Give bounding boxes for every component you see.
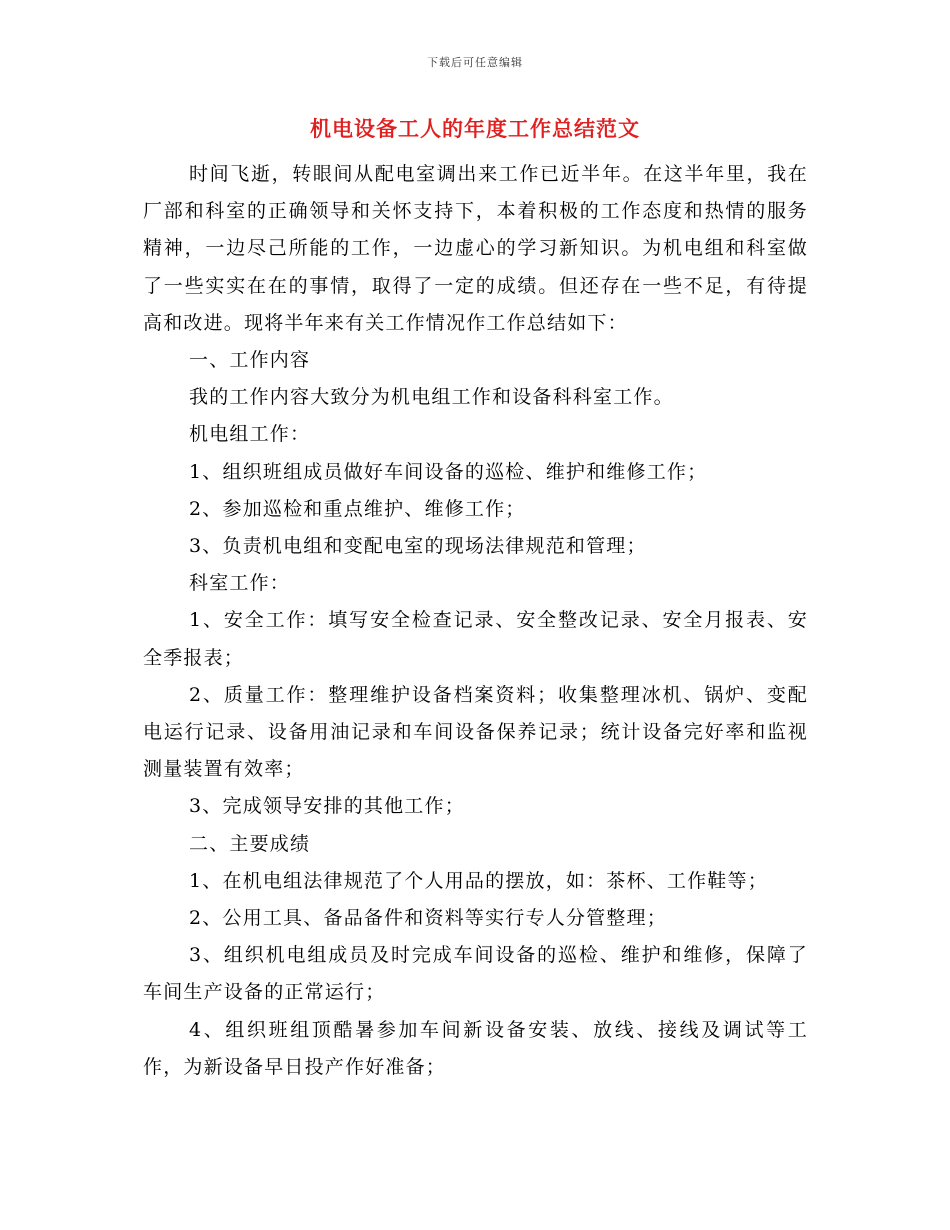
paragraph-work-summary: 我的工作内容大致分为机电组工作和设备科科室工作。	[189, 386, 674, 409]
list-item: 4、组织班组顶酷暑参加车间新设备安装、放线、接线及调试等工作，为新设备早日投产作好准备；	[143, 1018, 808, 1078]
list-item: 2、参加巡检和重点维护、维修工作；	[189, 497, 526, 520]
list-item: 2、质量工作：整理维护设备档案资料；收集整理冰机、锅炉、变配电运行记录、设备用油记录和车间设备保养记录；统计设备完好率和监视测量装置有效率；	[143, 683, 808, 781]
document-title: 机电设备工人的年度工作总结范文	[310, 117, 640, 141]
list-item: 3、组织机电组成员及时完成车间设备的巡检、维护和维修，保障了车间生产设备的正常运行；	[143, 944, 808, 1004]
list-item: 1、组织班组成员做好车间设备的巡检、维护和维修工作；	[189, 460, 708, 483]
section-heading-achievements: 二、主要成绩	[189, 832, 311, 855]
paragraph-intro: 时间飞逝，转眼间从配电室调出来工作已近半年。在这半年里，我在厂部和科室的正确领导和关怀支持下，本着积极的工作态度和热情的服务精神，一边尽己所能的工作，一边虚心的学习新知识。为机电组和科室做了一些实实在在的事情，取得了一定的成绩。但还存在一些不足，有待提高和改进。现将半年来有关工作情况作工作总结如下：	[143, 163, 808, 334]
header-note: 下载后可任意编辑	[427, 56, 523, 69]
document-body	[143, 156, 808, 1086]
list-item: 2、公用工具、备品备件和资料等实行专人分管整理；	[189, 907, 667, 930]
subheading-mech-group: 机电组工作：	[189, 423, 311, 446]
list-item: 1、安全工作：填写安全检查记录、安全整改记录、安全月报表、安全季报表；	[143, 609, 808, 669]
list-item: 3、负责机电组和变配电室的现场法律规范和管理；	[189, 535, 647, 558]
list-item: 3、完成领导安排的其他工作；	[189, 795, 465, 818]
section-heading-work-content: 一、工作内容	[189, 349, 311, 372]
subheading-office-work: 科室工作：	[189, 572, 291, 595]
list-item: 1、在机电组法律规范了个人用品的摆放，如：茶杯、工作鞋等；	[189, 869, 768, 892]
